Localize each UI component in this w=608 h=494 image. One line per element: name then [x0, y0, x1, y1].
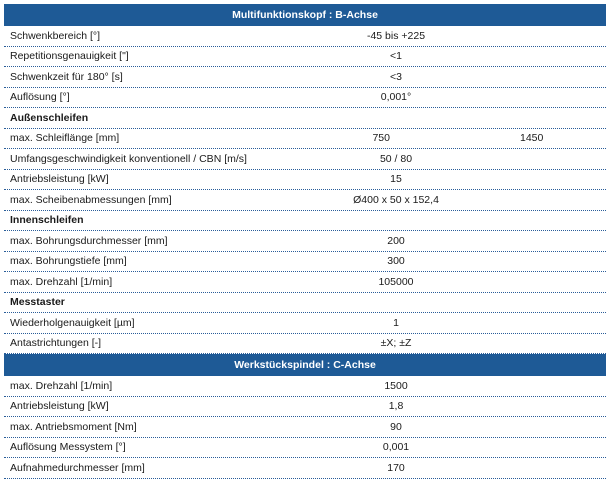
table-row [4, 149, 606, 170]
table-row [4, 417, 606, 438]
table-row [4, 129, 606, 150]
table-row [4, 376, 606, 397]
table-row [4, 252, 606, 273]
table-row [4, 438, 606, 459]
row-value: <1 [390, 50, 402, 63]
row-label: Wiederholgenauigkeit [µm] [10, 316, 135, 329]
section-title-aussenschleifen: Außenschleifen [4, 108, 606, 129]
row-value: 0,001° [380, 91, 412, 104]
table-row [4, 47, 606, 68]
row-label: Antastrichtungen [-] [10, 337, 102, 350]
row-label: max. Schleiflänge [mm] [10, 132, 120, 145]
row-label: Antriebsleistung [kW] [10, 173, 109, 186]
table-row [4, 67, 606, 88]
spec-table [4, 4, 606, 479]
section-title-innenschleifen: Innenschleifen [4, 211, 606, 232]
row-value: 1,8 [388, 400, 404, 413]
row-label: Repetitionsgenauigkeit ["] [10, 50, 129, 63]
row-label: Antriebsleistung [kW] [10, 400, 109, 413]
row-label: max. Scheibenabmessungen [mm] [10, 193, 172, 206]
row-label: Auflösung [°] [10, 91, 70, 104]
c-axis-header: Werkstückspindel : C-Achse [4, 354, 606, 376]
row-label: Umfangsgeschwindigkeit konventionell / CBN [m/s] [10, 152, 247, 165]
table-row [4, 397, 606, 418]
row-value: 0,001 [382, 441, 410, 454]
row-values [270, 132, 606, 144]
row-value: 50 / 80 [379, 152, 413, 165]
row-value: Ø400 x 50 x 152,4 [353, 193, 439, 206]
row-value: 300 [387, 255, 405, 268]
table-row [4, 313, 606, 334]
row-value: 15 [390, 173, 402, 186]
b-axis-header: Multifunktionskopf : B-Achse [4, 4, 606, 26]
table-row [4, 231, 606, 252]
row-value: 105000 [378, 275, 414, 288]
table-row [4, 334, 606, 355]
row-label: Aufnahmedurchmesser [mm] [10, 461, 145, 474]
row-value: <3 [390, 70, 402, 83]
row-value: -45 bis +225 [366, 29, 426, 42]
row-value-1: 750 [372, 132, 390, 145]
row-label: Schwenkbereich [°] [10, 29, 100, 42]
row-label: Schwenkzeit für 180° [s] [10, 70, 123, 83]
section-title-messtaster: Messtaster [4, 293, 606, 314]
row-value: 1500 [384, 379, 408, 392]
row-label: max. Drehzahl [1/min] [10, 275, 113, 288]
row-value: ±X; ±Z [380, 337, 412, 350]
row-value: 1 [393, 316, 399, 329]
table-row [4, 170, 606, 191]
row-value-2: 1450 [520, 132, 544, 145]
table-row [4, 88, 606, 109]
row-value: 90 [390, 420, 402, 433]
table-row [4, 458, 606, 479]
row-value: 170 [387, 461, 405, 474]
row-label: Auflösung Messystem [°] [10, 441, 126, 454]
row-value: 200 [387, 234, 405, 247]
row-label: max. Antriebsmoment [Nm] [10, 420, 137, 433]
row-label: max. Bohrungstiefe [mm] [10, 255, 127, 268]
row-label: max. Bohrungsdurchmesser [mm] [10, 234, 168, 247]
table-row [4, 190, 606, 211]
table-row [4, 26, 606, 47]
row-label: max. Drehzahl [1/min] [10, 379, 113, 392]
table-row [4, 272, 606, 293]
